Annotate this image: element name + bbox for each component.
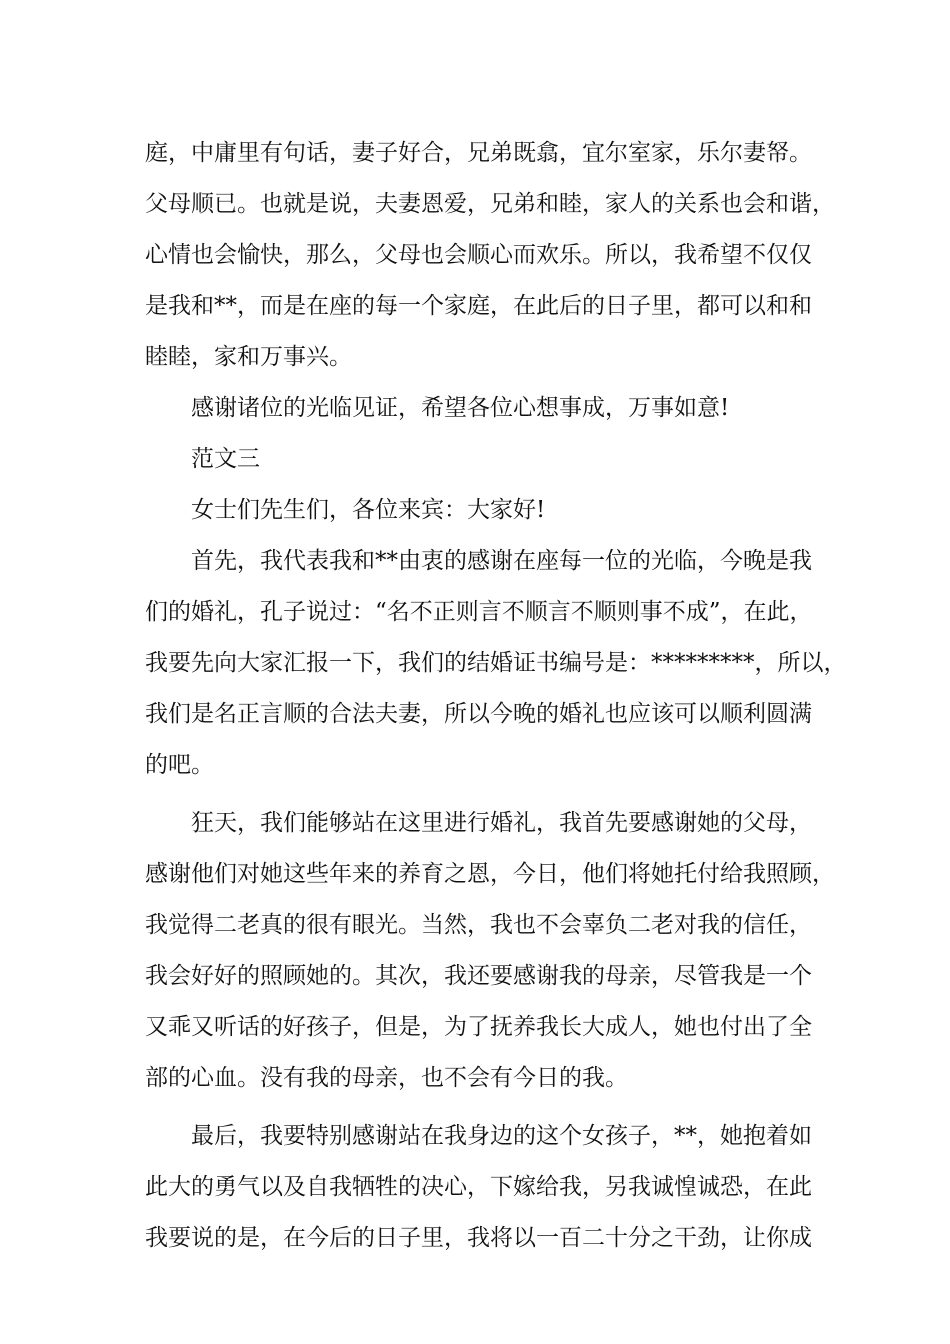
text-line: 此大的勇气以及自我牺牲的决心，下嫁给我，另我诚惶诚恐，在此 xyxy=(145,1174,812,1200)
text-line: 的吧。 xyxy=(145,752,214,778)
text-line: 最后，我要特别感谢站在我身边的这个女孩子，**，她抱着如 xyxy=(191,1123,812,1149)
text-line: 心情也会愉快，那么，父母也会顺心而欢乐。所以，我希望不仅仅 xyxy=(145,242,812,268)
text-line: 父母顺已。也就是说，夫妻恩爱，兄弟和睦，家人的关系也会和谐， xyxy=(145,191,835,217)
document-body xyxy=(145,128,847,1264)
text-line: 首先，我代表我和**由衷的感谢在座每一位的光临，今晚是我 xyxy=(191,548,812,574)
text-line: 狂天，我们能够站在这里进行婚礼，我首先要感谢她的父母， xyxy=(191,810,812,836)
text-line: 感谢诸位的光临见证，希望各位心想事成，万事如意! xyxy=(191,395,730,421)
text-line: 又乖又听话的好孩子，但是，为了抚养我长大成人，她也付出了全 xyxy=(145,1014,812,1040)
text-line: 我觉得二老真的很有眼光。当然，我也不会辜负二老对我的信任， xyxy=(145,912,812,938)
text-line: 我要说的是，在今后的日子里，我将以一百二十分之干劲，让你成 xyxy=(145,1225,812,1251)
text-line: 睦睦，家和万事兴。 xyxy=(145,344,352,370)
text-line: 我要先向大家汇报一下，我们的结婚证书编号是：*********，所以， xyxy=(145,650,847,676)
text-line: 是我和**，而是在座的每一个家庭，在此后的日子里，都可以和和 xyxy=(145,293,812,319)
text-line: 我会好好的照顾她的。其次，我还要感谢我的母亲，尽管我是一个 xyxy=(145,963,812,989)
section-heading: 范文三 xyxy=(191,446,260,472)
text-line: 我们是名正言顺的合法夫妻，所以今晚的婚礼也应该可以顺利圆满 xyxy=(145,701,812,727)
salutation-line: 女士们先生们，各位来宾：大家好! xyxy=(191,497,546,523)
text-line: 们的婚礼，孔子说过：“名不正则言不顺言不顺则事不成”，在此， xyxy=(145,599,813,625)
text-line: 庭，中庸里有句话，妻子好合，兄弟既翕，宜尔室家，乐尔妻帑。 xyxy=(145,140,812,166)
text-line: 感谢他们对她这些年来的养育之恩，今日，他们将她托付给我照顾， xyxy=(145,861,835,887)
text-line: 部的心血。没有我的母亲，也不会有今日的我。 xyxy=(145,1065,628,1091)
